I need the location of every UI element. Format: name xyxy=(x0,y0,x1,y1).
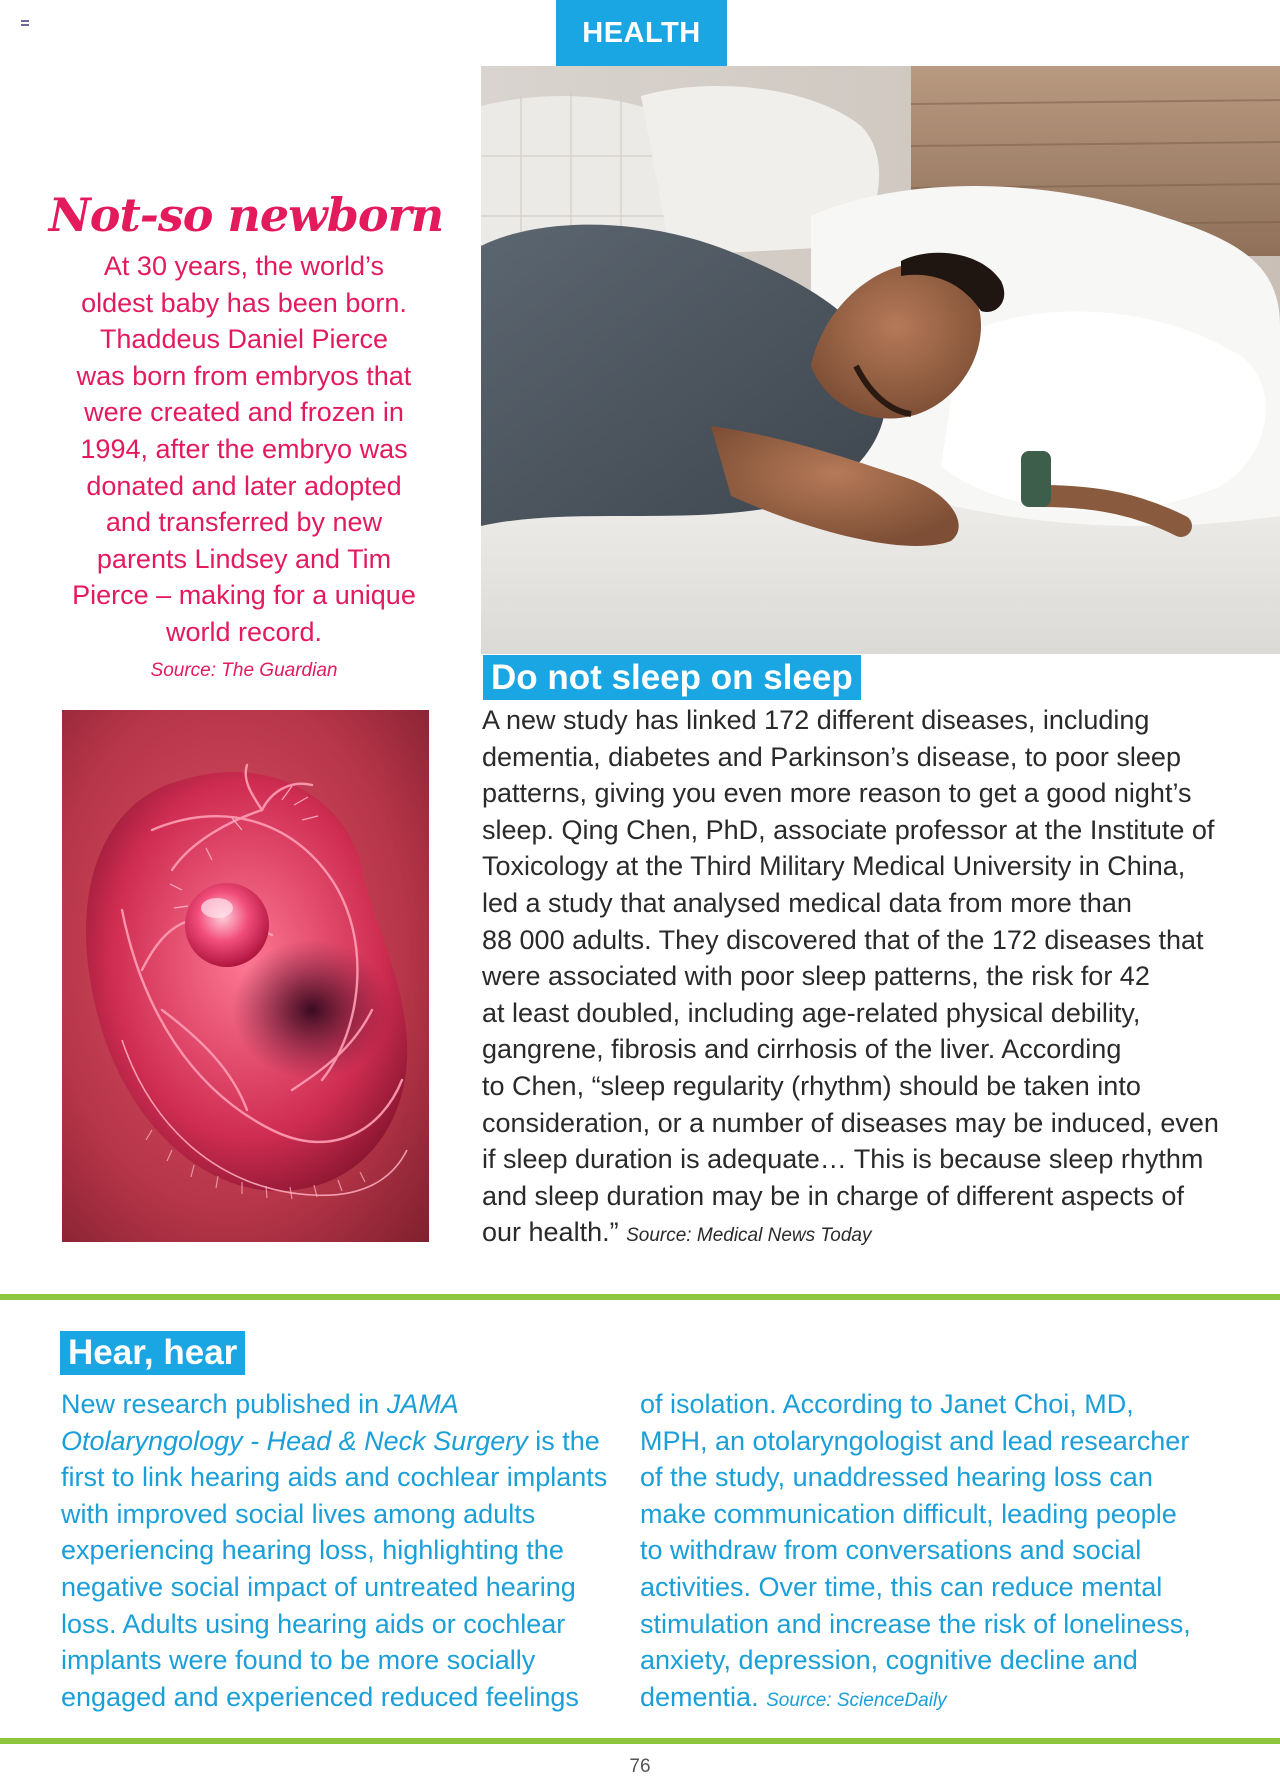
journal-name-part1: JAMA xyxy=(386,1389,459,1419)
hearing-line: MPH, an otolaryngologist and lead researcher xyxy=(640,1425,1190,1456)
hearing-line: experiencing hearing loss, highlighting the xyxy=(61,1535,564,1566)
hearing-line: first to link hearing aids and cochlear implants xyxy=(61,1462,608,1493)
sleeping-man-photo xyxy=(481,66,1280,654)
hearing-line xyxy=(640,1679,1240,1720)
sleep-line: A new study has linked 172 different diseases, including xyxy=(482,705,1150,735)
section-tab xyxy=(556,0,727,66)
hearing-line: of isolation. According to Janet Choi, MD, xyxy=(640,1389,1134,1419)
hearing-line: make communication difficult, leading people xyxy=(640,1498,1177,1529)
newborn-line: and transferred by new xyxy=(105,507,383,538)
sleep-line xyxy=(482,1214,1224,1255)
newborn-line: oldest baby has been born. xyxy=(81,287,407,318)
hearing-source: Source: ScienceDaily xyxy=(766,1689,947,1711)
hearing-line: engaged and experienced reduced feelings xyxy=(61,1681,579,1712)
hearing-heading: Hear, hear xyxy=(60,1331,245,1375)
newborn-line: Pierce – making for a unique xyxy=(72,580,416,611)
newborn-source: Source: The Guardian xyxy=(150,660,338,681)
sleep-line: if sleep duration is adequate… This is because sleep rhythm xyxy=(482,1144,1204,1175)
corner-mark xyxy=(21,20,29,26)
journal-name-part2: Otolaryngology - Head & Neck Surgery xyxy=(61,1425,528,1456)
hearing-intro-text: New research published in xyxy=(61,1389,387,1419)
hearing-line: activities. Over time, this can reduce mental xyxy=(640,1571,1163,1602)
sleep-heading: Do not sleep on sleep xyxy=(483,655,861,700)
newborn-line: Thaddeus Daniel Pierce xyxy=(99,324,389,355)
sleep-last-text: our health.” xyxy=(482,1217,619,1248)
footer-divider xyxy=(0,1738,1280,1744)
hearing-line: of the study, unaddressed hearing loss can xyxy=(640,1462,1153,1493)
newborn-body xyxy=(58,248,430,651)
hearing-line xyxy=(61,1423,626,1460)
hearing-line: to withdraw from conversations and social xyxy=(640,1535,1142,1566)
hearing-line: negative social impact of untreated hearing xyxy=(61,1571,576,1602)
page-number: 76 xyxy=(629,1756,651,1777)
newborn-line: was born from embryos that xyxy=(76,360,412,391)
newborn-line: were created and frozen in xyxy=(84,397,404,428)
newborn-line: At 30 years, the world’s xyxy=(103,251,385,281)
sleep-line: patterns, giving you even more reason to get a good night’s xyxy=(482,778,1192,809)
hearing-last-text: dementia. xyxy=(640,1681,759,1712)
sleep-body xyxy=(482,702,1224,1255)
sleep-line: and sleep duration may be in charge of different aspects of xyxy=(482,1180,1184,1211)
sleep-line: to Chen, “sleep regularity (rhythm) should be taken into xyxy=(482,1070,1141,1101)
sleep-line: were associated with poor sleep patterns, the risk for 42 xyxy=(482,961,1150,992)
newborn-line: parents Lindsey and Tim xyxy=(96,543,392,574)
hearing-line: implants were found to be more socially xyxy=(61,1645,536,1676)
sleep-line: consideration, or a number of diseases may be induced, even xyxy=(482,1107,1219,1138)
sleep-line: dementia, diabetes and Parkinson’s disease, to poor sleep xyxy=(482,741,1181,772)
newborn-line: donated and later adopted xyxy=(86,470,402,501)
hearing-line xyxy=(61,1386,626,1423)
embryo-image xyxy=(62,710,429,1242)
sleep-line: 88 000 adults. They discovered that of the 172 diseases that xyxy=(482,924,1204,955)
newborn-line: world record. xyxy=(165,616,323,647)
sleep-source: Source: Medical News Today xyxy=(626,1225,872,1247)
sleep-line: Toxicology at the Third Military Medical University in China, xyxy=(482,851,1186,882)
hearing-line: stimulation and increase the risk of loneliness, xyxy=(640,1608,1191,1639)
hearing-line: with improved social lives among adults xyxy=(61,1498,536,1529)
section-label: HEALTH xyxy=(582,16,701,49)
sleep-line: led a study that analysed medical data from more than xyxy=(482,887,1132,918)
hearing-line-text: is the xyxy=(527,1425,600,1456)
hearing-line: anxiety, depression, cognitive decline and xyxy=(640,1645,1138,1676)
hearing-left-column xyxy=(61,1386,626,1715)
newborn-title: Not-so newborn xyxy=(48,188,444,242)
sleep-line: sleep. Qing Chen, PhD, associate professor at the Institute of xyxy=(482,814,1215,845)
newborn-line: 1994, after the embryo was xyxy=(80,433,408,464)
hearing-right-column xyxy=(640,1386,1240,1719)
sleep-line: gangrene, fibrosis and cirrhosis of the liver. According xyxy=(482,1034,1122,1065)
sleep-line: at least doubled, including age-related physical debility, xyxy=(482,997,1141,1028)
hearing-line: loss. Adults using hearing aids or cochlear xyxy=(61,1608,566,1639)
section-divider xyxy=(0,1294,1280,1300)
